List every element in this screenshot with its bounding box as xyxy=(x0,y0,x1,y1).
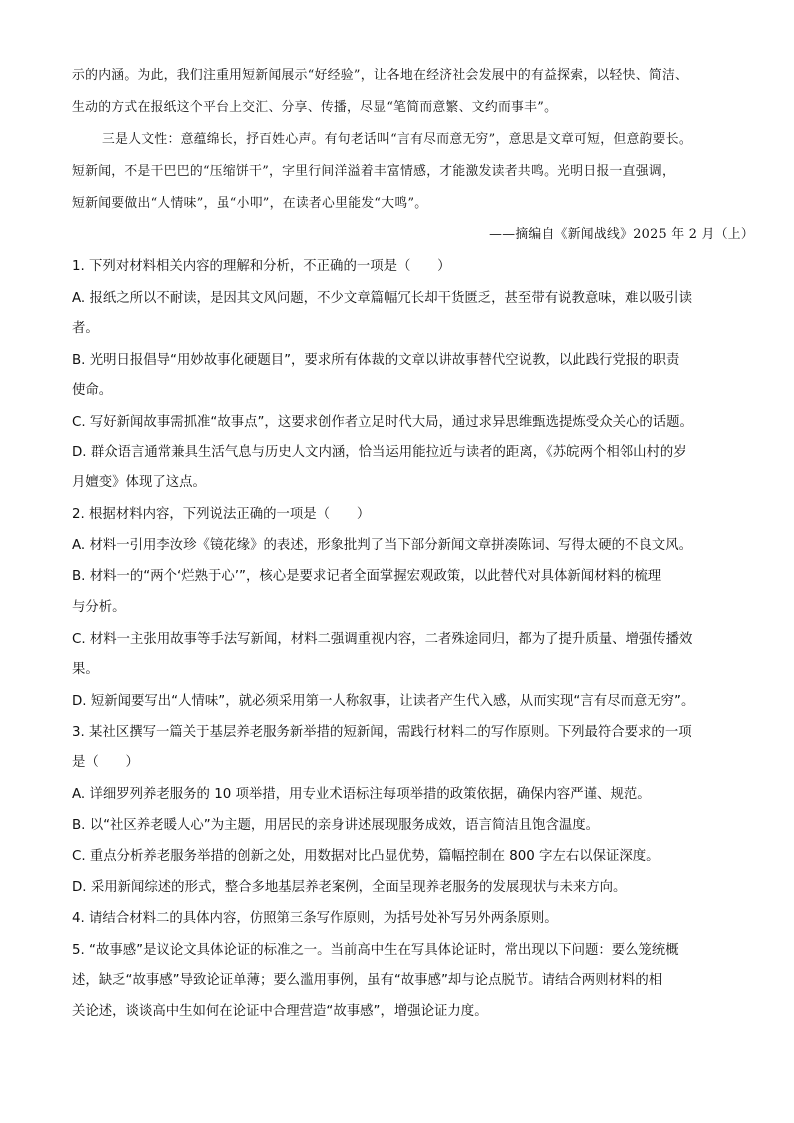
question-3-option-d: D. 采用新闻综述的形式，整合多地基层养老案例，全面呈现养老服务的发展现状与未来方向。 xyxy=(72,880,627,895)
question-5-stem-cont: 关论述，谈谈高中生如何在论证中合理营造“故事感”，增强论证力度。 xyxy=(72,1004,488,1019)
question-5-stem: 5. “故事感”是议论文具体论证的标准之一。当前高中生在写具体论证时，常出现以下问题：要么笼统概 xyxy=(72,943,679,958)
question-1-option-d: D. 群众语言通常兼具生活气息与历史人文内涵，恰当运用能拉近与读者的距离，《苏皖两个相邻山村的岁 xyxy=(72,445,687,460)
question-3-stem: 3. 某社区撰写一篇关于基层养老服务新举措的短新闻，需践行材料二的写作原则。下列最符合要求的一项 xyxy=(72,725,692,740)
question-1-option-a: A. 报纸之所以不耐读，是因其文风问题，不少文章篇幅冗长却干货匮乏，甚至带有说教意味，难以吸引读 xyxy=(72,291,693,306)
question-2-option-d: D. 短新闻要写出“人情味”，就必须采用第一人称叙事，让读者产生代入感，从而实现“言有尽而意无穷”。 xyxy=(72,694,695,709)
question-2-stem: 2. 根据材料内容，下列说法正确的一项是（ ） xyxy=(72,507,371,522)
question-3-stem-cont: 是（ ） xyxy=(72,755,139,770)
question-1-option-a-cont: 者。 xyxy=(72,321,99,336)
material-paragraph-line: 示的内涵。为此，我们注重用短新闻展示“好经验”，让各地在经济社会发展中的有益探索，以轻快、简洁、 xyxy=(72,68,689,83)
question-5-stem-cont: 述，缺乏“故事感”导致论证单薄；要么滥用事例，虽有“故事感”却与论点脱节。请结合两则材料的相 xyxy=(72,973,663,988)
question-2-option-c: C. 材料一主张用故事等手法写新闻，材料二强调重视内容，二者殊途同归，都为了提升质量、增强传播效 xyxy=(72,632,693,647)
question-2-option-a: A. 材料一引用李汝珍《镜花缘》的表述，形象批判了当下部分新闻文章拼凑陈词、写得太硬的不良文风。 xyxy=(72,538,693,553)
material-paragraph-line: 三是人文性：意蕴绵长，抒百姓心声。有句老话叫“言有尽而意无穷”，意思是文章可短，但意韵要长。 xyxy=(102,132,692,147)
material-paragraph-line: 短新闻，不是干巴巴的“压缩饼干”，字里行间洋溢着丰富情感，才能激发读者共鸣。光明日报一直强调， xyxy=(72,164,676,179)
question-1-stem: 1. 下列对材料相关内容的理解和分析，不正确的一项是（ ） xyxy=(72,259,451,274)
material-source: ——摘编自《新闻战线》2025 年 2 月（上） xyxy=(489,227,754,242)
question-1-option-d-cont: 月嬗变》体现了这点。 xyxy=(72,475,206,490)
question-1-option-c: C. 写好新闻故事需抓准“故事点”，这要求创作者立足时代大局，通过求异思维甄选提炼受众关心的话题。 xyxy=(72,415,693,430)
question-2-option-b: B. 材料一的“两个‘烂熟于心’”，核心是要求记者全面掌握宏观政策，以此替代对具体新闻材料的梳理 xyxy=(72,569,662,584)
question-2-option-c-cont: 果。 xyxy=(72,662,99,677)
question-4-stem: 4. 请结合材料二的具体内容，仿照第三条写作原则，为括号处补写另外两条原则。 xyxy=(72,911,558,926)
question-2-option-b-cont: 与分析。 xyxy=(72,600,126,615)
question-3-option-b: B. 以“社区养老暖人心”为主题，用居民的亲身讲述展现服务成效，语言简洁且饱含温度。 xyxy=(72,818,600,833)
material-paragraph-line: 生动的方式在报纸这个平台上交汇、分享、传播，尽显“笔简而意繁、文约而事丰”。 xyxy=(72,100,558,115)
question-3-option-c: C. 重点分析养老服务举措的创新之处，用数据对比凸显优势，篇幅控制在 800 字左右以保证深度。 xyxy=(72,849,660,864)
material-paragraph-line: 短新闻要做出“人情味”，虽“小叩”，在读者心里能发“大鸣”。 xyxy=(72,196,428,211)
question-1-option-b: B. 光明日报倡导“用妙故事化硬题目”，要求所有体裁的文章以讲故事替代空说教，以此践行党报的职责 xyxy=(72,353,680,368)
question-1-option-b-cont: 使命。 xyxy=(72,383,113,398)
question-3-option-a: A. 详细罗列养老服务的 10 项举措，用专业术语标注每项举措的政策依据，确保内容严谨、规范。 xyxy=(72,787,651,802)
